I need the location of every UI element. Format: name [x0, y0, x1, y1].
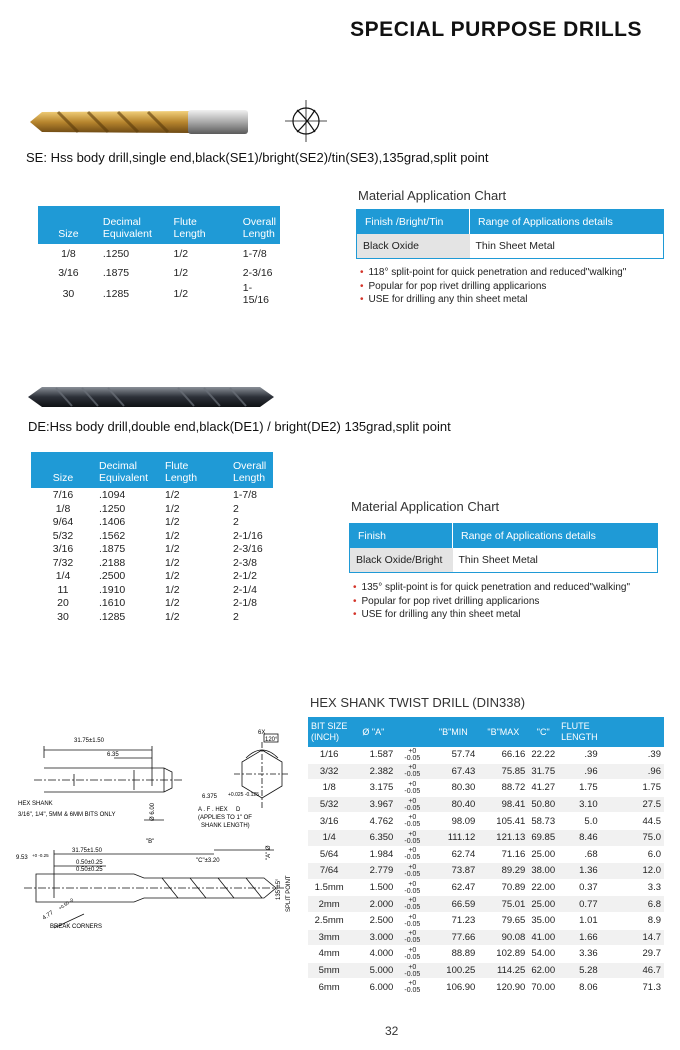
table-cell: 80.40: [428, 796, 478, 813]
se-app-header-range: Range of Applications details: [470, 210, 664, 235]
table-cell: 2.382: [350, 763, 396, 780]
table-cell: 7/64: [308, 863, 350, 880]
table-cell: 8.46: [558, 829, 601, 846]
label-a-dia: "A" Ø: [266, 845, 272, 860]
se-notes: [360, 266, 626, 307]
table-cell: 62.74: [428, 846, 478, 863]
table-row: [308, 796, 664, 813]
dim-953-tol: +0 -0.25: [32, 853, 49, 858]
de-app-finish: Black Oxide/Bright: [350, 548, 453, 573]
table-cell: 88.72: [478, 780, 528, 797]
tolerance-top: +0: [408, 847, 417, 855]
tolerance-bottom: -0.05: [404, 787, 421, 795]
table-cell: 3.000: [350, 929, 396, 946]
table-cell: 1/8: [308, 780, 350, 797]
table-cell: 62.00: [528, 962, 558, 979]
table-cell: 3.175: [350, 780, 396, 797]
tolerance-cell: [396, 912, 428, 929]
list-item: • 118° split-point for quick penetration and reduced"walking": [360, 266, 626, 280]
table-cell: 57.74: [428, 747, 478, 763]
hex-shank-drawing: [14, 728, 306, 948]
table-cell: 31.75: [528, 763, 558, 780]
label-af-hex: A . F . HEX: [198, 807, 228, 813]
table-row: 7/32 .2188 1/2 2-3/8: [52, 556, 257, 569]
page-number: 32: [385, 1024, 399, 1038]
de-caption: DE:Hss body drill,double end,black(DE1) / bright(DE2) 135grad,split point: [28, 419, 451, 434]
se-app-finish: Black Oxide: [357, 234, 470, 259]
table-cell: 27.5: [601, 796, 664, 813]
table-row: 11 .1910 1/2 2-1/4: [57, 583, 257, 596]
table-cell: 1.500: [350, 879, 396, 896]
label-applies: (APPLIES TO 1" OF: [198, 815, 252, 821]
table-cell: 4.762: [350, 813, 396, 830]
table-cell: 54.00: [528, 946, 558, 963]
tolerance-bottom: -0.05: [404, 837, 421, 845]
table-cell: .39: [558, 747, 601, 763]
de-notes: [353, 581, 630, 622]
se-caption: SE: Hss body drill,single end,black(SE1)/bright(SE2)/tin(SE3),135grad,split point: [26, 150, 489, 165]
table-cell: 62.47: [428, 879, 478, 896]
table-cell: 121.13: [478, 829, 528, 846]
table-cell: 58.73: [528, 813, 558, 830]
table-cell: 5.000: [350, 962, 396, 979]
table-cell: 1.587: [350, 747, 396, 763]
table-cell: 111.12: [428, 829, 478, 846]
table-row: [308, 929, 664, 946]
table-cell: 50.80: [528, 796, 558, 813]
dim-hex-tolerance: +0.025 -0.125: [228, 792, 259, 798]
table-row: [308, 813, 664, 830]
table-cell: 35.00: [528, 912, 558, 929]
dim-tol-2: 0.50±0.25: [76, 867, 103, 873]
tolerance-cell: [396, 763, 428, 780]
list-item: • 135° split-point is for quick penetration and reduced"walking": [353, 581, 630, 595]
split-point-icon: [285, 100, 327, 142]
tolerance-cell: [396, 962, 428, 979]
table-cell: 2.500: [350, 912, 396, 929]
table-cell: 1.75: [601, 780, 664, 797]
table-cell: 71.23: [428, 912, 478, 929]
table-cell: 106.90: [428, 979, 478, 996]
tolerance-top: +0: [408, 913, 417, 921]
dim-hex-length: 6.35: [107, 752, 119, 758]
table-cell: 41.00: [528, 929, 558, 946]
dim-hex: 6.375: [202, 794, 218, 800]
list-item: • USE for drilling any thin sheet metal: [353, 608, 630, 622]
table-cell: 120.90: [478, 979, 528, 996]
table-cell: 5.28: [558, 962, 601, 979]
de-app-range: Thin Sheet Metal: [458, 554, 538, 566]
table-row: 9/64 .1406 1/2 2: [52, 516, 239, 529]
tolerance-cell: [396, 780, 428, 797]
table-cell: 114.25: [478, 962, 528, 979]
tolerance-cell: [396, 946, 428, 963]
se-spec-table: [38, 206, 280, 306]
table-cell: 73.87: [428, 863, 478, 880]
table-cell: .96: [601, 763, 664, 780]
table-cell: .39: [601, 747, 664, 763]
table-row: [308, 780, 664, 797]
table-cell: 80.30: [428, 780, 478, 797]
hex-title: HEX SHANK TWIST DRILL (DIN338): [310, 695, 526, 710]
table-cell: 1/16: [308, 747, 350, 763]
tolerance-top: +0: [408, 764, 417, 772]
de-app-header-finish: Finish: [350, 524, 453, 549]
table-row: 1/8 .1250 1/2 2: [55, 502, 239, 515]
table-cell: 88.89: [428, 946, 478, 963]
table-cell: 6mm: [308, 979, 350, 996]
table-cell: 5mm: [308, 962, 350, 979]
table-cell: 2mm: [308, 896, 350, 913]
tolerance-cell: [396, 896, 428, 913]
table-cell: 4mm: [308, 946, 350, 963]
tolerance-bottom: -0.05: [404, 821, 421, 829]
table-cell: 71.16: [478, 846, 528, 863]
table-cell: 3/16: [308, 813, 350, 830]
table-cell: 3.3: [601, 879, 664, 896]
tolerance-top: +0: [408, 780, 417, 788]
hex-header-bmin: "B"MIN: [428, 717, 478, 747]
tolerance-top: +0: [408, 830, 417, 838]
tolerance-top: +0: [408, 747, 417, 755]
se-application-table: [356, 209, 664, 259]
dim-lower-shank: 31.75±1.50: [72, 848, 102, 854]
table-cell: 29.7: [601, 946, 664, 963]
table-cell: 14.7: [601, 929, 664, 946]
dim-477: 4.77: [41, 910, 55, 922]
se-header-size: Size: [38, 206, 99, 244]
table-cell: 70.89: [478, 879, 528, 896]
table-row: [308, 863, 664, 880]
table-row: 20 .1610 1/2 2-1/8: [57, 597, 257, 610]
tolerance-bottom: -0.05: [404, 754, 421, 762]
table-cell: 105.41: [478, 813, 528, 830]
table-cell: 98.41: [478, 796, 528, 813]
dim-477-tol: +0.50 -0: [57, 897, 75, 911]
hex-spec-table: [308, 717, 664, 996]
table-cell: 2.779: [350, 863, 396, 880]
label-angle-135: 135°±5°: [276, 878, 282, 900]
dim-shank-length: 31.75±1.50: [74, 738, 104, 744]
table-row: [308, 896, 664, 913]
table-cell: 44.5: [601, 813, 664, 830]
table-cell: 2.5mm: [308, 912, 350, 929]
table-row: 7/16 .1094 1/2 1-7/8: [52, 489, 257, 501]
table-cell: 3.36: [558, 946, 601, 963]
table-cell: 3.10: [558, 796, 601, 813]
table-row: [308, 879, 664, 896]
label-hex-shank: HEX SHANK: [18, 801, 53, 807]
table-cell: 75.85: [478, 763, 528, 780]
table-cell: 77.66: [428, 929, 478, 946]
table-cell: 41.27: [528, 780, 558, 797]
table-cell: 1.5mm: [308, 879, 350, 896]
table-cell: 79.65: [478, 912, 528, 929]
tolerance-top: +0: [408, 814, 417, 822]
table-row: [308, 846, 664, 863]
tolerance-bottom: -0.05: [404, 970, 421, 978]
table-cell: 2.000: [350, 896, 396, 913]
table-cell: 1/4: [308, 829, 350, 846]
label-split-point: SPLIT POINT: [286, 875, 292, 912]
table-cell: 6.0: [601, 846, 664, 863]
list-item: • Popular for pop rivet drilling applicarions: [353, 595, 630, 609]
page-title: SPECIAL PURPOSE DRILLS: [350, 18, 642, 41]
table-cell: 1.984: [350, 846, 396, 863]
table-cell: 6.8: [601, 896, 664, 913]
se-chart-title: Material Application Chart: [358, 188, 507, 203]
table-row: [308, 763, 664, 780]
table-cell: 70.00: [528, 979, 558, 996]
tolerance-top: +0: [408, 963, 417, 971]
tolerance-top: +0: [408, 946, 417, 954]
table-cell: 66.16: [478, 747, 528, 763]
table-cell: .96: [558, 763, 601, 780]
de-header-size: Size: [31, 452, 95, 488]
table-cell: 98.09: [428, 813, 478, 830]
tolerance-cell: [396, 829, 428, 846]
table-row: [308, 912, 664, 929]
tolerance-bottom: -0.05: [404, 887, 421, 895]
tolerance-cell: [396, 863, 428, 880]
dim-tol-1: 0.50±0.25: [76, 860, 103, 866]
table-cell: 5/64: [308, 846, 350, 863]
table-cell: 1.75: [558, 780, 601, 797]
tolerance-bottom: -0.05: [404, 804, 421, 812]
hex-header-c: "C": [528, 717, 558, 747]
tolerance-cell: [396, 813, 428, 830]
table-row: 5/32 .1562 1/2 2-1/16: [52, 529, 263, 542]
se-header-flute: Flute Length: [170, 206, 239, 244]
table-row: 1/4 .2500 1/2 2-1/2: [55, 570, 257, 583]
table-cell: 8.9: [601, 912, 664, 929]
tolerance-cell: [396, 929, 428, 946]
table-cell: .68: [558, 846, 601, 863]
hex-header-extra: [601, 717, 664, 747]
tolerance-cell: [396, 796, 428, 813]
tolerance-top: +0: [408, 980, 417, 988]
table-cell: 67.43: [428, 763, 478, 780]
table-cell: 100.25: [428, 962, 478, 979]
hex-header-bmax: "B"MAX: [478, 717, 528, 747]
table-row: [308, 829, 664, 846]
table-cell: 1.66: [558, 929, 601, 946]
tolerance-bottom: -0.05: [404, 904, 421, 912]
table-row: [308, 946, 664, 963]
dim-b: "B": [146, 839, 155, 845]
de-app-header-range: Range of Applications details: [453, 524, 658, 549]
table-cell: 3.967: [350, 796, 396, 813]
tolerance-bottom: -0.05: [404, 937, 421, 945]
label-shank-length: SHANK LENGTH): [201, 823, 250, 829]
tolerance-bottom: -0.05: [404, 987, 421, 995]
table-cell: 22.22: [528, 747, 558, 763]
tolerance-bottom: -0.05: [404, 920, 421, 928]
table-cell: 8.06: [558, 979, 601, 996]
tolerance-top: +0: [408, 880, 417, 888]
se-app-header-finish: Finish /Bright/Tin: [357, 210, 470, 235]
de-header-overall: Overall Length: [229, 452, 273, 488]
table-cell: 6.000: [350, 979, 396, 996]
hex-header-bit-size: BIT SIZE (INCH): [308, 717, 350, 747]
hex-header-tol: [396, 717, 428, 747]
table-cell: 1.01: [558, 912, 601, 929]
table-cell: 0.77: [558, 896, 601, 913]
hex-header-a: Ø "A": [350, 717, 396, 747]
table-cell: 89.29: [478, 863, 528, 880]
tolerance-bottom: -0.05: [404, 771, 421, 779]
table-cell: 25.00: [528, 896, 558, 913]
table-cell: 25.00: [528, 846, 558, 863]
de-spec-table: [31, 452, 273, 624]
se-app-range: Thin Sheet Metal: [475, 240, 555, 252]
tolerance-bottom: -0.05: [404, 870, 421, 878]
de-header-flute: Flute Length: [161, 452, 229, 488]
label-bits: 3/16", 1/4", 5MM & 6MM BITS ONLY: [18, 812, 116, 818]
tolerance-top: +0: [408, 897, 417, 905]
tolerance-cell: [396, 979, 428, 996]
table-cell: 5/32: [308, 796, 350, 813]
tolerance-top: +0: [408, 930, 417, 938]
dim-c: "C"±3.20: [196, 858, 220, 864]
table-cell: 71.3: [601, 979, 664, 996]
table-row: 3/16 .1875 1/2 2-3/16: [52, 543, 263, 556]
table-row: [308, 747, 664, 763]
se-header-decimal: Decimal Equivalent: [99, 206, 170, 244]
tolerance-cell: [396, 879, 428, 896]
table-row: [308, 962, 664, 979]
label-af-value: D: [236, 807, 241, 813]
table-cell: 6.350: [350, 829, 396, 846]
list-item: • Popular for pop rivet drilling applicarions: [360, 280, 626, 294]
de-header-decimal: Decimal Equivalent: [95, 452, 161, 488]
table-cell: 1.36: [558, 863, 601, 880]
de-application-table: [349, 523, 658, 573]
de-chart-title: Material Application Chart: [351, 499, 500, 514]
table-cell: 38.00: [528, 863, 558, 880]
table-cell: 102.89: [478, 946, 528, 963]
table-row: 30 .1285 1/2 2: [57, 610, 239, 623]
tolerance-cell: [396, 846, 428, 863]
table-cell: 12.0: [601, 863, 664, 880]
tolerance-top: +0: [408, 797, 417, 805]
tolerance-top: +0: [408, 863, 417, 871]
table-cell: 0.37: [558, 879, 601, 896]
table-cell: 46.7: [601, 962, 664, 979]
double-end-drill-image: [26, 380, 276, 414]
table-cell: 22.00: [528, 879, 558, 896]
single-end-drill-image: [28, 100, 258, 144]
table-row: [308, 979, 664, 996]
dim-diameter: Ø 6.00: [150, 802, 156, 821]
label-angle: 120°: [265, 737, 278, 743]
table-cell: 66.59: [428, 896, 478, 913]
se-header-overall: Overall Length: [239, 206, 280, 244]
table-row: 30 .1285 1/2 1-15/16: [62, 282, 270, 306]
hex-header-flute: FLUTE LENGTH: [558, 717, 601, 747]
table-cell: 3/32: [308, 763, 350, 780]
tolerance-cell: [396, 747, 428, 763]
table-cell: 90.08: [478, 929, 528, 946]
tolerance-bottom: -0.05: [404, 953, 421, 961]
table-row: 3/16 .1875 1/2 2-3/16: [58, 266, 273, 279]
list-item: • USE for drilling any thin sheet metal: [360, 293, 626, 307]
dim-953: 9.53: [16, 855, 28, 861]
table-cell: 75.01: [478, 896, 528, 913]
tolerance-bottom: -0.05: [404, 854, 421, 862]
table-cell: 69.85: [528, 829, 558, 846]
table-cell: 4.000: [350, 946, 396, 963]
label-break-corners: BREAK CORNERS: [50, 924, 103, 930]
table-cell: 5.0: [558, 813, 601, 830]
table-cell: 3mm: [308, 929, 350, 946]
table-cell: 75.0: [601, 829, 664, 846]
table-row: 1/8 .1250 1/2 1-7/8: [61, 247, 267, 260]
label-angle-count: 6X: [258, 730, 266, 736]
